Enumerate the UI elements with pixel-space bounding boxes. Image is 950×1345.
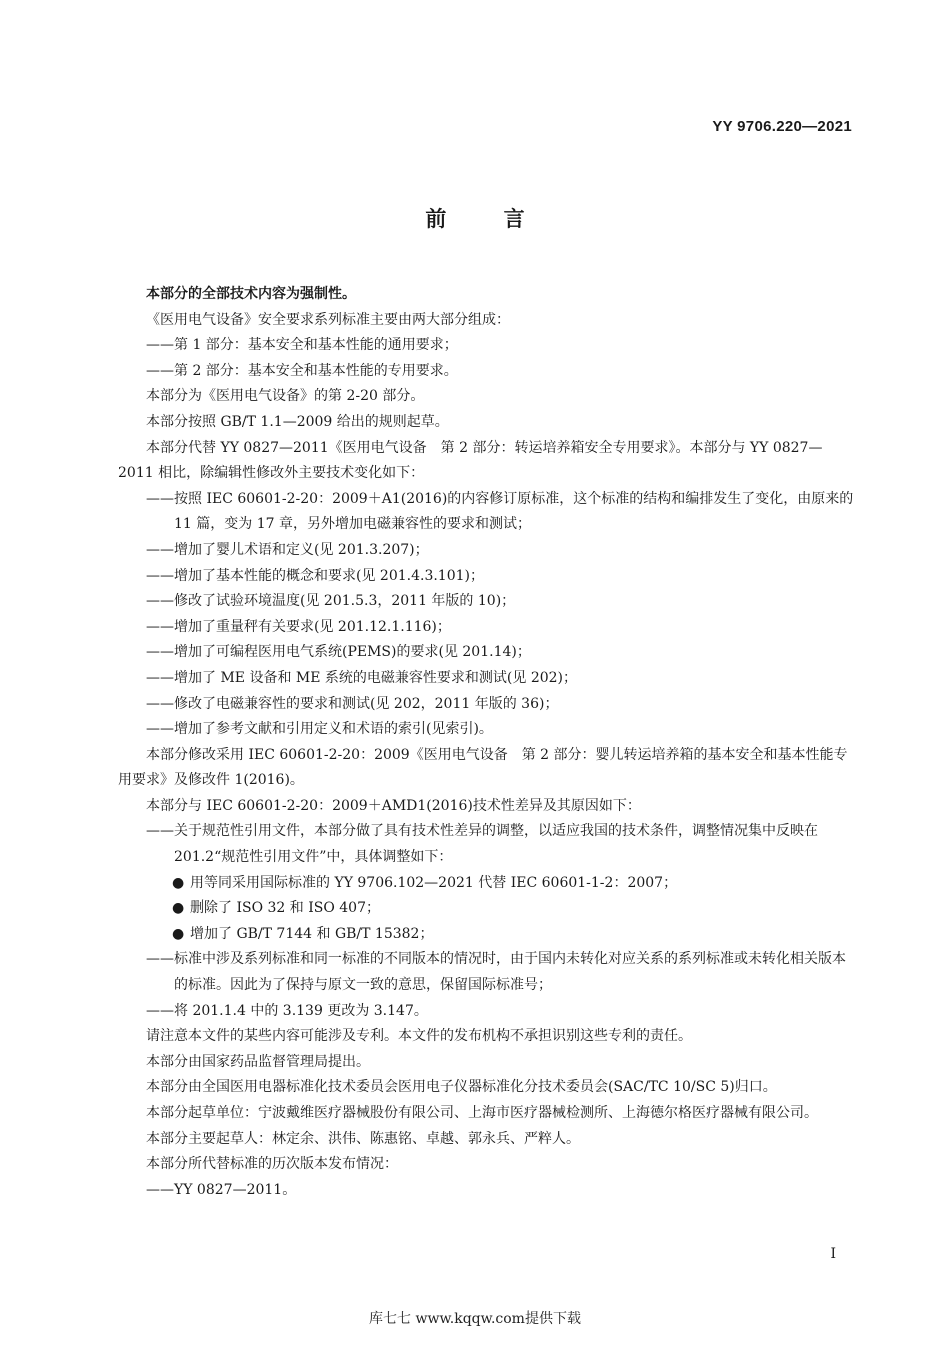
list-item: ——按照 IEC 60601-2-20：2009＋A1(2016)的内容修订原标准，这个标准的结构和编排发生了变化，由原来的 11 篇，变为 17 章，另外增加电磁兼容性的要求和测试； <box>146 490 854 533</box>
paragraph: 本部分修改采用 IEC 60601-2-20：2009《医用电气设备 第 2 部分：婴儿转运培养箱的基本安全和基本性能专用要求》及修改件 1(2016)。 <box>118 746 848 789</box>
bullet-text: 增加了 GB/T 7144 和 GB/T 15382； <box>190 925 434 942</box>
paragraph: 本部分由全国医用电器标准化技术委员会医用电子仪器标准化分技术委员会(SAC/TC 10/SC 5)归口。 <box>146 1079 777 1096</box>
bullet-text: 用等同采用国际标准的 YY 9706.102—2021 代替 IEC 60601-1-2：2007； <box>190 874 678 891</box>
paragraph: 本部分按照 GB/T 1.1—2009 给出的规则起草。 <box>146 413 449 430</box>
bullet-item <box>118 871 854 897</box>
list-item: ——关于规范性引用文件，本部分做了具有技术性差异的调整，以适应我国的技术条件，调整情况集中反映在 201.2“规范性引用文件”中，具体调整如下： <box>146 823 818 866</box>
page-number: I <box>830 1246 836 1262</box>
list-item: ——增加了可编程医用电气系统(PEMS)的要求(见 201.14)； <box>146 644 531 661</box>
list-item: ——增加了重量秤有关要求(见 201.12.1.116)； <box>146 618 451 635</box>
list-item: ——修改了电磁兼容性的要求和测试(见 202，2011 年版的 36)； <box>146 695 559 712</box>
paragraph: 请注意本文件的某些内容可能涉及专利。本文件的发布机构不承担识别这些专利的责任。 <box>146 1028 692 1045</box>
list-item: ——增加了婴儿术语和定义(见 201.3.207)； <box>146 541 429 558</box>
list-item: ——修改了试验环境温度(见 201.5.3，2011 年版的 10)； <box>146 593 516 610</box>
list-item: ——YY 0827—2011。 <box>146 1181 297 1198</box>
bullet-icon: ● <box>172 925 185 942</box>
bullet-item <box>118 922 854 948</box>
paragraph: 本部分为《医用电气设备》的第 2-20 部分。 <box>146 388 425 405</box>
paragraph: 本部分所代替标准的历次版本发布情况： <box>146 1156 398 1173</box>
paragraph: 本部分的全部技术内容为强制性。 <box>146 286 356 302</box>
list-item: ——标准中涉及系列标准和同一标准的不同版本的情况时，由于国内未转化对应关系的系列标准或未转化相关版本的标准。因此为了保持与原文一致的意思，保留国际标准号； <box>146 951 846 994</box>
bullet-icon: ● <box>172 874 185 891</box>
list-item: ——将 201.1.4 中的 3.139 更改为 3.147。 <box>146 1002 428 1019</box>
paragraph: 本部分与 IEC 60601-2-20：2009＋AMD1(2016)技术性差异及其原因如下： <box>146 797 641 814</box>
paragraph: 《医用电气设备》安全要求系列标准主要由两大部分组成： <box>146 311 510 328</box>
bullet-icon: ● <box>172 900 185 917</box>
list-item: ——增加了 ME 设备和 ME 系统的电磁兼容性要求和测试(见 202)； <box>146 669 578 686</box>
bullet-item <box>118 896 854 922</box>
list-item: ——第 2 部分：基本安全和基本性能的专用要求。 <box>146 362 458 379</box>
download-footer: 库七七 www.kqqw.com提供下载 <box>369 1311 581 1327</box>
page-title: 前 言 <box>425 207 525 231</box>
paragraph: 本部分起草单位：宁波戴维医疗器械股份有限公司、上海市医疗器械检测所、上海德尔格医疗器械有限公司。 <box>146 1105 818 1121</box>
list-item: ——第 1 部分：基本安全和基本性能的通用要求； <box>146 337 458 354</box>
body-text <box>118 282 854 1203</box>
paragraph: 本部分由国家药品监督管理局提出。 <box>146 1053 370 1070</box>
paragraph: 本部分主要起草人：林定余、洪伟、陈惠铭、卓越、郭永兵、严粹人。 <box>146 1130 580 1147</box>
document-number: YY 9706.220—2021 <box>712 118 852 135</box>
list-item: ——增加了基本性能的概念和要求(见 201.4.3.101)； <box>146 567 484 584</box>
bullet-text: 删除了 ISO 32 和 ISO 407； <box>190 900 380 917</box>
paragraph: 本部分代替 YY 0827—2011《医用电气设备 第 2 部分：转运培养箱安全专用要求》。本部分与 YY 0827—2011 相比，除编辑性修改外主要技术变化如下： <box>118 439 823 482</box>
list-item: ——增加了参考文献和引用定义和术语的索引(见索引)。 <box>146 721 493 738</box>
